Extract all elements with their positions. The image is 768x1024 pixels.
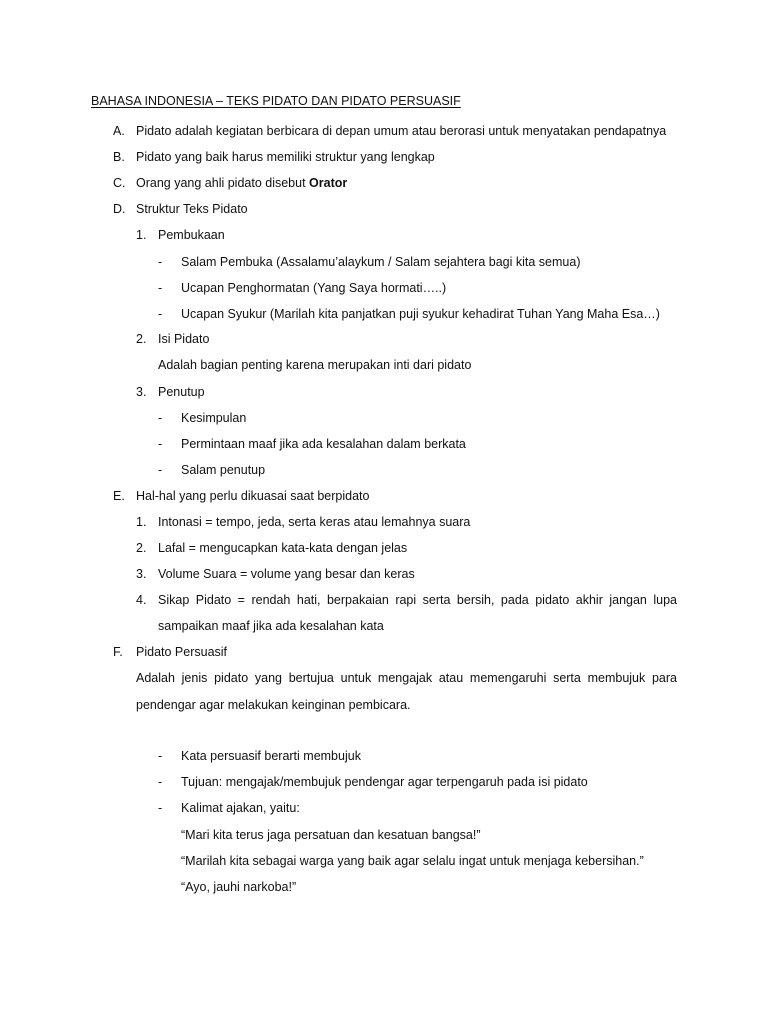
sub-list-item-text: Ucapan Penghormatan (Yang Saya hormati…..) — [181, 281, 447, 295]
section-b-marker: B. — [113, 150, 125, 164]
section-a-marker: A. — [113, 124, 125, 138]
bullet-marker: - — [158, 437, 163, 451]
section-a-text: Pidato adalah kegiatan berbicara di depan umum atau berorasi untuk menyatakan pendapatnya — [136, 124, 667, 138]
section-e-marker: E. — [113, 489, 125, 503]
list-item-marker: 3. — [136, 567, 147, 581]
list-item-marker: 2. — [136, 332, 147, 346]
bullet-marker: - — [158, 463, 163, 477]
section-f-marker: F. — [113, 645, 123, 659]
section-c-marker: C. — [113, 176, 126, 190]
bullet-marker: - — [158, 307, 163, 321]
description-text: Adalah bagian penting karena merupakan inti dari pidato — [158, 358, 472, 372]
list-item-marker: 3. — [136, 385, 147, 399]
list-item-marker: 1. — [136, 515, 147, 529]
list-item-marker: 4. — [136, 593, 147, 607]
quote-text: “Ayo, jauhi narkoba!” — [181, 880, 297, 894]
description-line-1: Adalah jenis pidato yang bertujua untuk mengajak atau memengaruhi serta membujuk para — [136, 671, 677, 685]
section-d-marker: D. — [113, 202, 126, 216]
list-item-text-line-2: sampaikan maaf jika ada kesalahan kata — [158, 619, 384, 633]
list-item-marker: 2. — [136, 541, 147, 555]
bullet-marker: - — [158, 801, 163, 815]
bullet-text: Tujuan: mengajak/membujuk pendengar agar terpengaruh pada isi pidato — [181, 775, 588, 789]
sub-list-item-text: Kesimpulan — [181, 411, 247, 425]
description-line-2: pendengar agar melakukan keinginan pembicara. — [136, 698, 411, 712]
document-title: BAHASA INDONESIA – TEKS PIDATO DAN PIDATO PERSUASIF — [91, 94, 461, 108]
bullet-text: Kalimat ajakan, yaitu: — [181, 801, 300, 815]
section-c-text-bold: Orator — [309, 176, 348, 190]
list-item-text-line-1: Sikap Pidato = rendah hati, berpakaian rapi serta bersih, pada pidato akhir jangan lupa — [158, 593, 677, 607]
section-c-text — [136, 175, 347, 191]
list-item-text: Lafal = mengucapkan kata-kata dengan jelas — [158, 541, 408, 555]
section-f-text: Pidato Persuasif — [136, 645, 228, 659]
list-item-text: Intonasi = tempo, jeda, serta keras atau lemahnya suara — [158, 515, 471, 529]
sub-list-item-text: Ucapan Syukur (Marilah kita panjatkan puji syukur kehadirat Tuhan Yang Maha Esa…) — [181, 307, 660, 321]
quote-text: “Marilah kita sebagai warga yang baik agar selalu ingat untuk menjaga kebersihan.” — [181, 854, 644, 868]
bullet-marker: - — [158, 411, 163, 425]
bullet-marker: - — [158, 255, 163, 269]
bullet-marker: - — [158, 775, 163, 789]
list-item-text: Pembukaan — [158, 228, 225, 242]
bullet-marker: - — [158, 749, 163, 763]
quote-text: “Mari kita terus jaga persatuan dan kesatuan bangsa!” — [181, 828, 481, 842]
list-item-text: Volume Suara = volume yang besar dan keras — [158, 567, 415, 581]
sub-list-item-text: Salam Pembuka (Assalamu’alaykum / Salam sejahtera bagi kita semua) — [181, 255, 581, 269]
sub-list-item-text: Permintaan maaf jika ada kesalahan dalam berkata — [181, 437, 466, 451]
list-item-marker: 1. — [136, 228, 147, 242]
section-b-text: Pidato yang baik harus memiliki struktur yang lengkap — [136, 150, 435, 164]
bullet-text: Kata persuasif berarti membujuk — [181, 749, 361, 763]
sub-list-item-text: Salam penutup — [181, 463, 266, 477]
section-e-text: Hal-hal yang perlu dikuasai saat berpidato — [136, 489, 370, 503]
list-item-text: Isi Pidato — [158, 332, 210, 346]
bullet-marker: - — [158, 281, 163, 295]
list-item-text: Penutup — [158, 385, 205, 399]
section-c-text-before: Orang yang ahli pidato disebut — [136, 176, 310, 190]
section-d-text: Struktur Teks Pidato — [136, 202, 248, 216]
